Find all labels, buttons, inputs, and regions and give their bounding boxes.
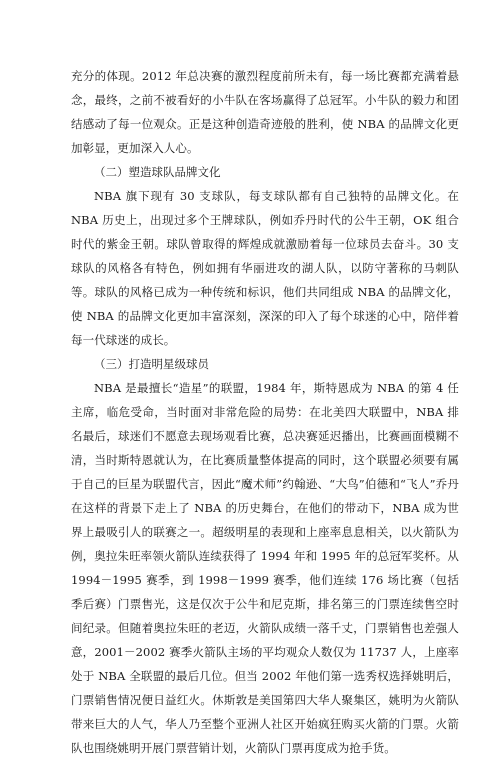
paragraph-star-players: NBA 是最擅长“造星”的联盟，1984 年，斯特恩成为 NBA 的第 4 任主席，临危受命，当时面对非常危险的局势：在北美四大联盟中，NBA 排名最后，球迷们不愿意去现场观看比赛，总决赛延迟播出，比赛画面模糊不清，当时斯特恩就认为，在比赛质量整体提高的同时，这个联盟必须要有属于自己的巨星为联盟代言，因此“魔术师”约翰逊、“大鸟”伯德和“飞人”乔丹在这样的背景下走上了 NBA 的历史舞台，在他们的带动下，NBA 成为世界上最吸引人的联赛之一。超级明星的表现和上座率息息相关，以火箭队为例，奥拉朱旺率领火箭队连续获得了 1994 年和 1995 年的总冠军奖杯。从 1994－1995 赛季，到 1998－1999 赛季，他们连续 176 场比赛（包括季后赛）门票售光，这是仅次于公牛和尼克斯，排名第三的门票连续售空时间纪录。但随着奥拉朱旺的老迈，火箭队成绩一落千丈，门票销售也差强人意，2001－2002 赛季火箭队主场的平均观众人数仅为 11737 人，上座率处于 NBA 全联盟的最后几位。但当 2002 年他们第一选秀权选择姚明后，门票销售情况便日益红火。休斯敦是美国第四大华人聚集区，姚明为火箭队带来巨大的人气，华人乃至整个亚洲人社区开始疯狂购买火箭的门票。火箭队也围绕姚明开展门票营销计划，火箭队门票再度成为抢手货。 [71, 381, 459, 755]
section-heading-team-brand: （二）塑造球队品牌文化 [94, 165, 221, 179]
section-heading-star-players: （三）打造明星级球员 [94, 357, 209, 371]
paragraph-team-brand: NBA 旗下现有 30 支球队，每支球队都有自己独特的品牌文化。在 NBA 历史上，出现过多个王牌球队，例如乔丹时代的公牛王朝，OK 组合时代的紫金王朝。球队曾取得的辉煌成就激励着每一位球员去奋斗。30 支球队的风格各有特色，例如拥有华丽进攻的湖人队，以防守著称的马刺队等。球队的风格已成为一种传统和标识，他们共同组成 NBA 的品牌文化，使 NBA 的品牌文化更加丰富深刻，深深的印入了每个球迷的心中，陪伴着每一代球迷的成长。 [71, 189, 459, 347]
paragraph-intro: 充分的体现。2012 年总决赛的激烈程度前所未有，每一场比赛都充满着悬念，最终，之前不被看好的小牛队在客场赢得了总冠军。小牛队的毅力和团结感动了每一位观众。正是这种创造奇迹般的胜利，使 NBA 的品牌文化更加彰显，更加深入人心。 [71, 69, 459, 155]
document-page [71, 64, 459, 760]
